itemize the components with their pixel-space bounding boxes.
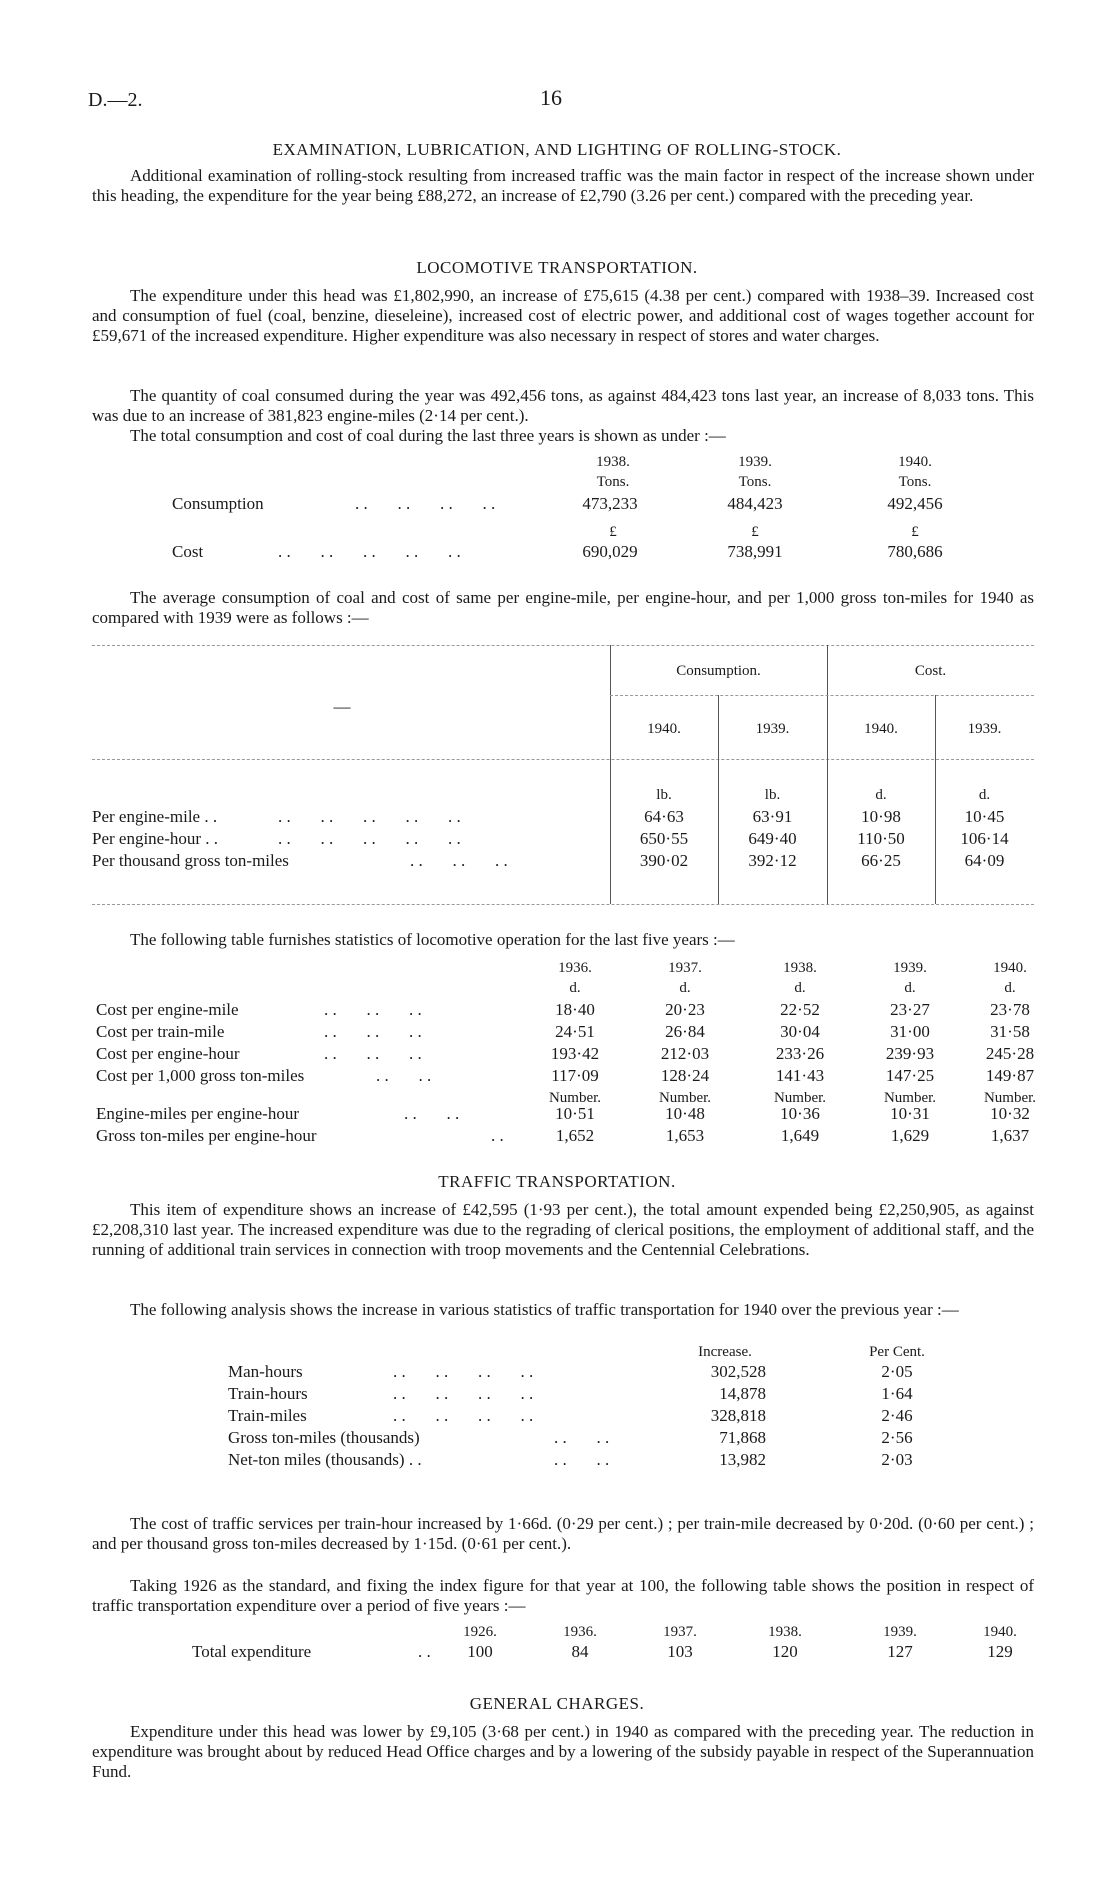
- value-cell: 390·02: [639, 851, 689, 870]
- value-cell: 26·84: [665, 1022, 705, 1041]
- coal-unit-pounds: £: [911, 524, 919, 540]
- year-header: 1939.: [967, 721, 1002, 737]
- section-title-general-charges: GENERAL CHARGES.: [469, 1694, 645, 1713]
- row-label: Gross ton-miles (thousands): [228, 1428, 420, 1447]
- value-cell: 128·24: [660, 1066, 710, 1085]
- value-cell: 10·31: [890, 1104, 930, 1123]
- locomotive-paragraph-4: [92, 588, 1034, 628]
- value-cell: 64·63: [644, 807, 684, 826]
- paragraph-text: The cost of traffic services per train-hour increased by 1·66d. (0·29 per cent.) ; per train-mile decreased by 0·20d. (0·60 per cent.) ; and per thousand gross ton-miles decreased by 1·15d. (0·61 per cent.).: [92, 1514, 1034, 1553]
- value-cell: 120: [772, 1642, 798, 1661]
- page-number: 16: [540, 85, 562, 110]
- value-cell: 650·55: [639, 829, 689, 848]
- leader-dots: . . . .: [554, 1428, 610, 1447]
- table-row: [96, 1126, 1076, 1148]
- coal-consumption-1938: 473,233: [582, 494, 638, 513]
- value-cell: 10·98: [861, 807, 901, 826]
- value-cell: 24·51: [555, 1022, 595, 1041]
- row-label: Cost per engine-hour: [96, 1044, 240, 1063]
- traffic-paragraph-4: [92, 1576, 1034, 1616]
- leader-dots: . . . . . .: [324, 1044, 422, 1063]
- table-row: [228, 1362, 988, 1384]
- leader-dots: . . . . . .: [410, 851, 508, 870]
- loco-cost-rows: [96, 1000, 1076, 1148]
- year-header: 1939. d.: [893, 960, 927, 996]
- traffic-analysis-rows: [228, 1362, 988, 1472]
- value-cell: 10·45: [964, 807, 1005, 826]
- paragraph-text: This item of expenditure shows an increase of £42,595 (1·93 per cent.), the total amount expended being £2,250,905, as against £2,208,310 last year. The increased expenditure was due to the regrading of clerical positions, the employment of additional staff, and the running of additional train services in connection with troop movements and the Centennial Celebrations.: [92, 1200, 1034, 1259]
- unit-label: Number.: [548, 1090, 602, 1106]
- value-cell: 84: [571, 1642, 589, 1661]
- year-header: 1940.: [647, 721, 681, 737]
- percent-cell: 1·64: [881, 1384, 913, 1403]
- locomotive-paragraph-3: [92, 426, 1034, 446]
- coal-cost-1940: 780,686: [887, 542, 943, 561]
- document-reference: D.—2.: [88, 89, 143, 111]
- unit-label: Number.: [658, 1090, 712, 1106]
- coal-year-1939: 1939. Tons.: [738, 454, 772, 490]
- coal-consumption-1939: 484,423: [727, 494, 783, 513]
- row-label: Gross ton-miles per engine-hour: [96, 1126, 317, 1145]
- year-header: 1940.: [864, 721, 898, 737]
- increase-cell: 14,878: [719, 1384, 766, 1403]
- value-cell: 1,629: [890, 1126, 930, 1145]
- year-header: 1938. d.: [783, 960, 817, 996]
- locomotive-paragraph-5: [92, 930, 1034, 950]
- value-cell: 23·78: [990, 1000, 1030, 1019]
- index-year-headers: [440, 1622, 1040, 1640]
- coal-cost-1939: 738,991: [727, 542, 783, 561]
- leader-dots: . . . . . . . . . .: [278, 829, 461, 848]
- unit-label: Number.: [983, 1090, 1037, 1106]
- percent-cell: 2·03: [881, 1450, 913, 1469]
- leader-dots: . . . .: [376, 1066, 432, 1085]
- paragraph-text: The total consumption and cost of coal during the last three years is shown as under :—: [130, 426, 726, 445]
- index-values: [440, 1642, 1040, 1664]
- unit-row: [96, 1088, 1076, 1104]
- leader-dots: . . . . . .: [324, 1000, 422, 1019]
- value-cell: 1,652: [555, 1126, 595, 1145]
- coal-unit-pounds: £: [609, 524, 617, 540]
- coal-year-1938: 1938. Tons.: [596, 454, 630, 490]
- row-label: Cost per 1,000 gross ton-miles: [96, 1066, 305, 1085]
- value-cell: 1,649: [780, 1126, 820, 1145]
- unit-label: d.: [875, 787, 887, 803]
- paragraph-text: Taking 1926 as the standard, and fixing the index figure for that year at 100, the following table shows the position in respect of traffic transportation expenditure over a period of five years :—: [92, 1576, 1034, 1615]
- value-cell: 193·42: [550, 1044, 600, 1063]
- increase-cell: 328,818: [710, 1406, 766, 1425]
- value-cell: 63·91: [752, 807, 793, 826]
- value-cell: 20·23: [665, 1000, 705, 1019]
- paragraph-text: The following analysis shows the increase in various statistics of traffic transportation for 1940 over the previous year :—: [130, 1300, 959, 1319]
- leader-dots: . . . . . .: [324, 1022, 422, 1041]
- coal-unit-pounds: £: [751, 524, 759, 540]
- paragraph-text: The expenditure under this head was £1,802,990, an increase of £75,615 (4.38 per cent.) compared with 1938–39. Increased cost and consumption of fuel (coal, benzine, dieseleine), increased cost of electric power, and additional cost of wages together account for £59,671 of the increased expenditure. Higher expenditure was also necessary in respect of stores and water charges.: [92, 286, 1034, 345]
- row-label: Per engine-hour . .: [92, 829, 219, 848]
- coal-row-cost-label: Cost: [172, 542, 204, 561]
- coal-consumption-1940: 492,456: [887, 494, 943, 513]
- value-cell: 31·00: [890, 1022, 930, 1041]
- value-cell: 22·52: [780, 1000, 820, 1019]
- row-label: Train-miles: [228, 1406, 307, 1425]
- leader-dots: . . . . . . . .: [393, 1384, 534, 1403]
- locomotive-paragraph-2: [92, 386, 1034, 426]
- value-cell: 245·28: [985, 1044, 1035, 1063]
- increase-header: Increase.: [698, 1344, 752, 1360]
- leader-dots: . .: [491, 1126, 504, 1145]
- leader-dots: . . . .: [554, 1450, 610, 1469]
- stub-dash: —: [333, 697, 351, 716]
- percent-cell: 2·46: [881, 1406, 913, 1425]
- value-cell: 141·43: [775, 1066, 825, 1085]
- unit-label: d.: [978, 787, 991, 803]
- index-row-label: Total expenditure: [192, 1642, 312, 1661]
- locomotive-paragraph-1: [92, 286, 1034, 346]
- unit-label: lb.: [656, 787, 672, 803]
- year-header: 1926.: [463, 1624, 497, 1640]
- unit-label: Number.: [773, 1090, 827, 1106]
- table-row: [228, 1450, 988, 1472]
- row-label: Cost per train-mile: [96, 1022, 225, 1041]
- leader-dots: . . . . . . . .: [393, 1362, 534, 1381]
- year-header: 1940. d.: [993, 960, 1027, 996]
- increase-cell: 13,982: [719, 1450, 766, 1469]
- value-cell: 649·40: [748, 829, 797, 848]
- leader-dots: . . . . . . . . . .: [278, 807, 461, 826]
- leader-dots: . . . . . . . .: [355, 494, 496, 513]
- percent-cell: 2·56: [881, 1428, 913, 1447]
- value-cell: 110·50: [857, 829, 905, 848]
- value-cell: 64·09: [964, 851, 1005, 870]
- paragraph-text: Additional examination of rolling-stock resulting from increased traffic was the main factor in respect of the increase shown under this heading, the expenditure for the year being £88,272, an increase of £2,790 (3.26 per cent.) compared with the preceding year.: [92, 166, 1034, 205]
- year-header: 1936.: [563, 1624, 597, 1640]
- value-cell: 392·12: [748, 851, 797, 870]
- value-cell: 10·48: [665, 1104, 705, 1123]
- unit-label: lb.: [764, 787, 781, 803]
- table-row: [96, 1000, 1076, 1022]
- value-cell: 1,653: [665, 1126, 705, 1145]
- value-cell: 239·93: [885, 1044, 935, 1063]
- value-cell: 100: [467, 1642, 493, 1661]
- table-row: [96, 1066, 1076, 1088]
- table-row: [228, 1406, 988, 1428]
- leader-dots: . . . . . . . .: [393, 1406, 534, 1425]
- row-label: Net-ton miles (thousands) . .: [228, 1450, 422, 1469]
- row-label: Cost per engine-mile: [96, 1000, 239, 1019]
- year-header: 1939.: [755, 721, 790, 737]
- increase-cell: 71,868: [719, 1428, 766, 1447]
- value-cell: 31·58: [990, 1022, 1030, 1041]
- leader-dots: . .: [418, 1642, 431, 1661]
- unit-label: Number.: [883, 1090, 937, 1106]
- row-label: Engine-miles per engine-hour: [96, 1104, 299, 1123]
- traffic-paragraph-1: [92, 1200, 1034, 1260]
- value-cell: 147·25: [885, 1066, 935, 1085]
- row-label: Man-hours: [228, 1362, 303, 1381]
- value-cell: 233·26: [775, 1044, 825, 1063]
- year-header: 1940.: [983, 1624, 1017, 1640]
- table-row: [228, 1428, 988, 1450]
- value-cell: 18·40: [555, 1000, 595, 1019]
- paragraph-text: Expenditure under this head was lower by £9,105 (3·68 per cent.) in 1940 as compared with the preceding year. The reduction in expenditure was brought about by reduced Head Office charges and by a lowering of the subsidy payable in respect of the Superannuation Fund.: [92, 1722, 1034, 1781]
- table-row: [228, 1384, 988, 1406]
- value-cell: 129: [987, 1642, 1013, 1661]
- percent-cell: 2·05: [881, 1362, 913, 1381]
- year-header: 1939.: [883, 1624, 917, 1640]
- row-label: Per engine-mile . .: [92, 807, 218, 826]
- section-title-rolling-stock: EXAMINATION, LUBRICATION, AND LIGHTING OF ROLLING-STOCK.: [272, 140, 842, 159]
- leader-dots: . . . .: [404, 1104, 460, 1123]
- percent-header: Per Cent.: [869, 1344, 925, 1360]
- value-cell: 103: [667, 1642, 693, 1661]
- paragraph-text: The quantity of coal consumed during the year was 492,456 tons, as against 484,423 tons last year, an increase of 8,033 tons. This was due to an increase of 381,823 engine-miles (2·14 per cent.).: [92, 386, 1034, 425]
- row-label: Train-hours: [228, 1384, 308, 1403]
- coal-cost-1938: 690,029: [582, 542, 638, 561]
- value-cell: 117·09: [551, 1066, 599, 1085]
- year-header: 1938.: [768, 1624, 802, 1640]
- value-cell: 212·03: [660, 1044, 710, 1063]
- value-cell: 30·04: [780, 1022, 820, 1041]
- value-cell: 23·27: [890, 1000, 930, 1019]
- value-cell: 10·36: [780, 1104, 820, 1123]
- traffic-paragraph-2: [92, 1300, 1034, 1320]
- row-label: Per thousand gross ton-miles: [92, 851, 289, 870]
- value-cell: 10·51: [555, 1104, 595, 1123]
- value-cell: 149·87: [985, 1066, 1035, 1085]
- value-cell: 106·14: [960, 829, 1009, 848]
- paragraph-text: The following table furnishes statistics of locomotive operation for the last five years :—: [130, 930, 735, 949]
- table-row: [96, 1104, 1076, 1126]
- section-title-traffic: TRAFFIC TRANSPORTATION.: [438, 1172, 676, 1191]
- general-charges-paragraph: [92, 1722, 1034, 1782]
- value-cell: 66·25: [861, 851, 901, 870]
- increase-cell: 302,528: [710, 1362, 766, 1381]
- table-row: [96, 1044, 1076, 1066]
- year-header: 1937.: [663, 1624, 697, 1640]
- section-title-locomotive: LOCOMOTIVE TRANSPORTATION.: [416, 258, 698, 277]
- paragraph-text: The average consumption of coal and cost of same per engine-mile, per engine-hour, and per 1,000 gross ton-miles for 1940 as compared with 1939 were as follows :—: [92, 588, 1034, 627]
- value-cell: 1,637: [990, 1126, 1030, 1145]
- traffic-paragraph-3: [92, 1514, 1034, 1554]
- coal-year-1940: 1940. Tons.: [898, 454, 932, 490]
- leader-dots: . . . . . . . . . .: [278, 542, 461, 561]
- value-cell: 127: [887, 1642, 913, 1661]
- table-row: [96, 1022, 1076, 1044]
- rolling-stock-paragraph: [92, 166, 1034, 206]
- value-cell: 10·32: [990, 1104, 1030, 1123]
- year-header: 1937. d.: [668, 960, 702, 996]
- year-header: 1936. d.: [558, 960, 592, 996]
- cost-column-header: Cost.: [914, 663, 947, 679]
- coal-row-consumption-label: Consumption: [172, 494, 264, 513]
- consumption-column-header: Consumption.: [676, 663, 761, 679]
